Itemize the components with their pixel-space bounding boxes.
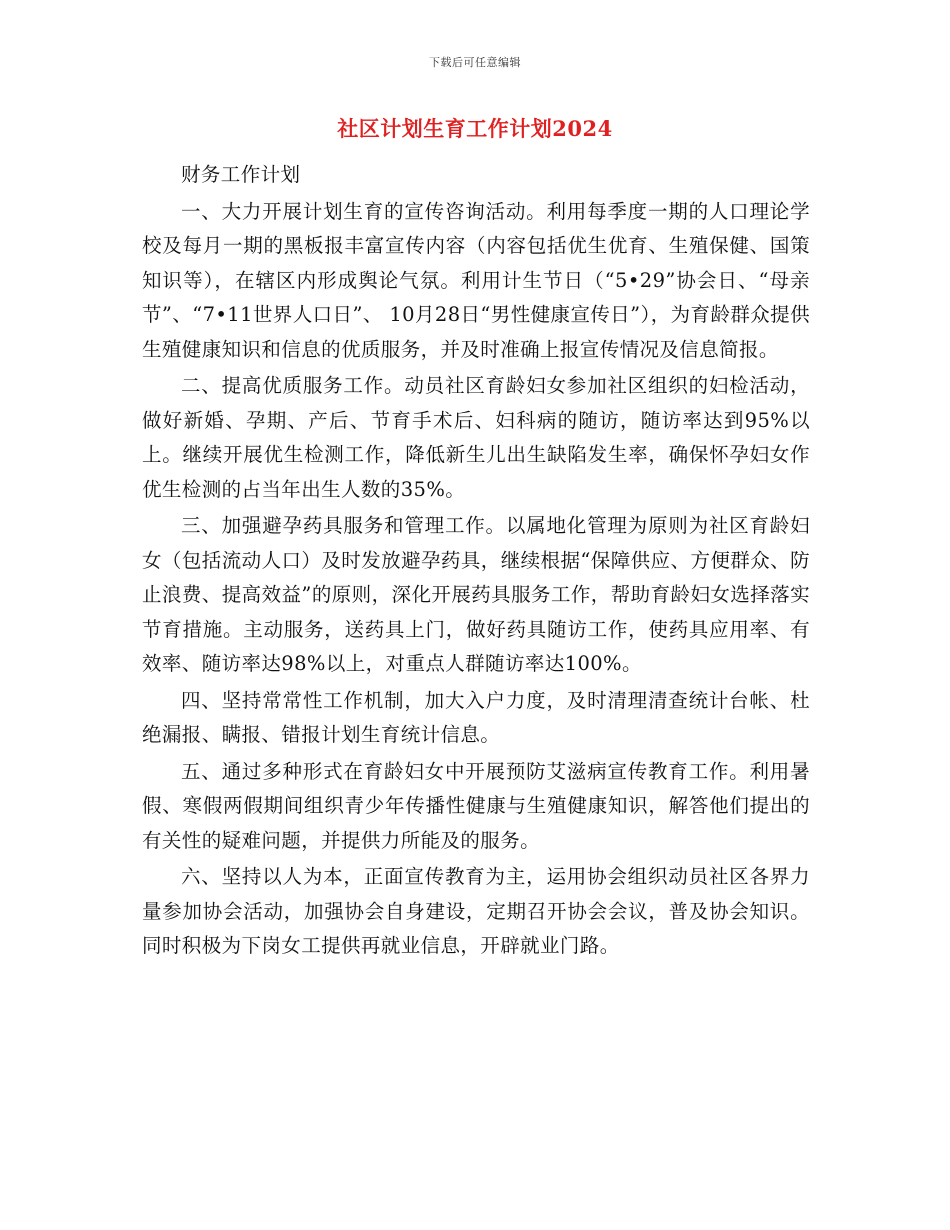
paragraph-4: 四、坚持常常性工作机制，加大入户力度，及时清理清查统计台帐、杜绝漏报、瞒报、错报计划生育统计信息。 <box>142 688 810 746</box>
section-subheading: 财务工作计划 <box>181 163 301 186</box>
paragraph-2: 二、提高优质服务工作。动员社区育龄妇女参加社区组织的妇检活动，做好新婚、孕期、产后、节育手术后、妇科病的随访，随访率达到95%以上。继续开展优生检测工作，降低新生儿出生缺陷发生率，确保怀孕妇女作优生检测的占当年出生人数的35%。 <box>142 374 810 501</box>
header-note: 下载后可任意编辑 <box>429 56 521 69</box>
paragraph-6: 六、坚持以人为本，正面宣传教育为主，运用协会组织动员社区各界力量参加协会活动，加强协会自身建设，定期召开协会会议，普及协会知识。同时积极为下岗女工提供再就业信息，开辟就业门路。 <box>142 865 810 957</box>
paragraph-3: 三、加强避孕药具服务和管理工作。以属地化管理为原则为社区育龄妇女（包括流动人口）及时发放避孕药具，继续根据“保障供应、方便群众、防止浪费、提高效益”的原则，深化开展药具服务工作，帮助育龄妇女选择落实节育措施。主动服务，送药具上门，做好药具随访工作，使药具应用率、有效率、随访率达98%以上，对重点人群随访率达100%。 <box>142 514 810 675</box>
paragraph-5: 五、通过多种形式在育龄妇女中开展预防艾滋病宣传教育工作。利用暑假、寒假两假期间组织青少年传播性健康与生殖健康知识，解答他们提出的有关性的疑难问题，并提供力所能及的服务。 <box>142 759 810 852</box>
document-title: 社区计划生育工作计划2024 <box>337 116 613 141</box>
document-body <box>142 158 810 966</box>
paragraph-1: 一、大力开展计划生育的宣传咨询活动。利用每季度一期的人口理论学校及每月一期的黑板报丰富宣传内容（内容包括优生优育、生殖保健、国策知识等），在辖区内形成舆论气氛。利用计生节日（“5•29”协会日、“母亲节”、“7•11世界人口日”、 10月28日“男性健康宣传日”），为育龄群众提供生殖健康知识和信息的优质服务，并及时准确上报宣传情况及信息简报。 <box>142 199 810 361</box>
